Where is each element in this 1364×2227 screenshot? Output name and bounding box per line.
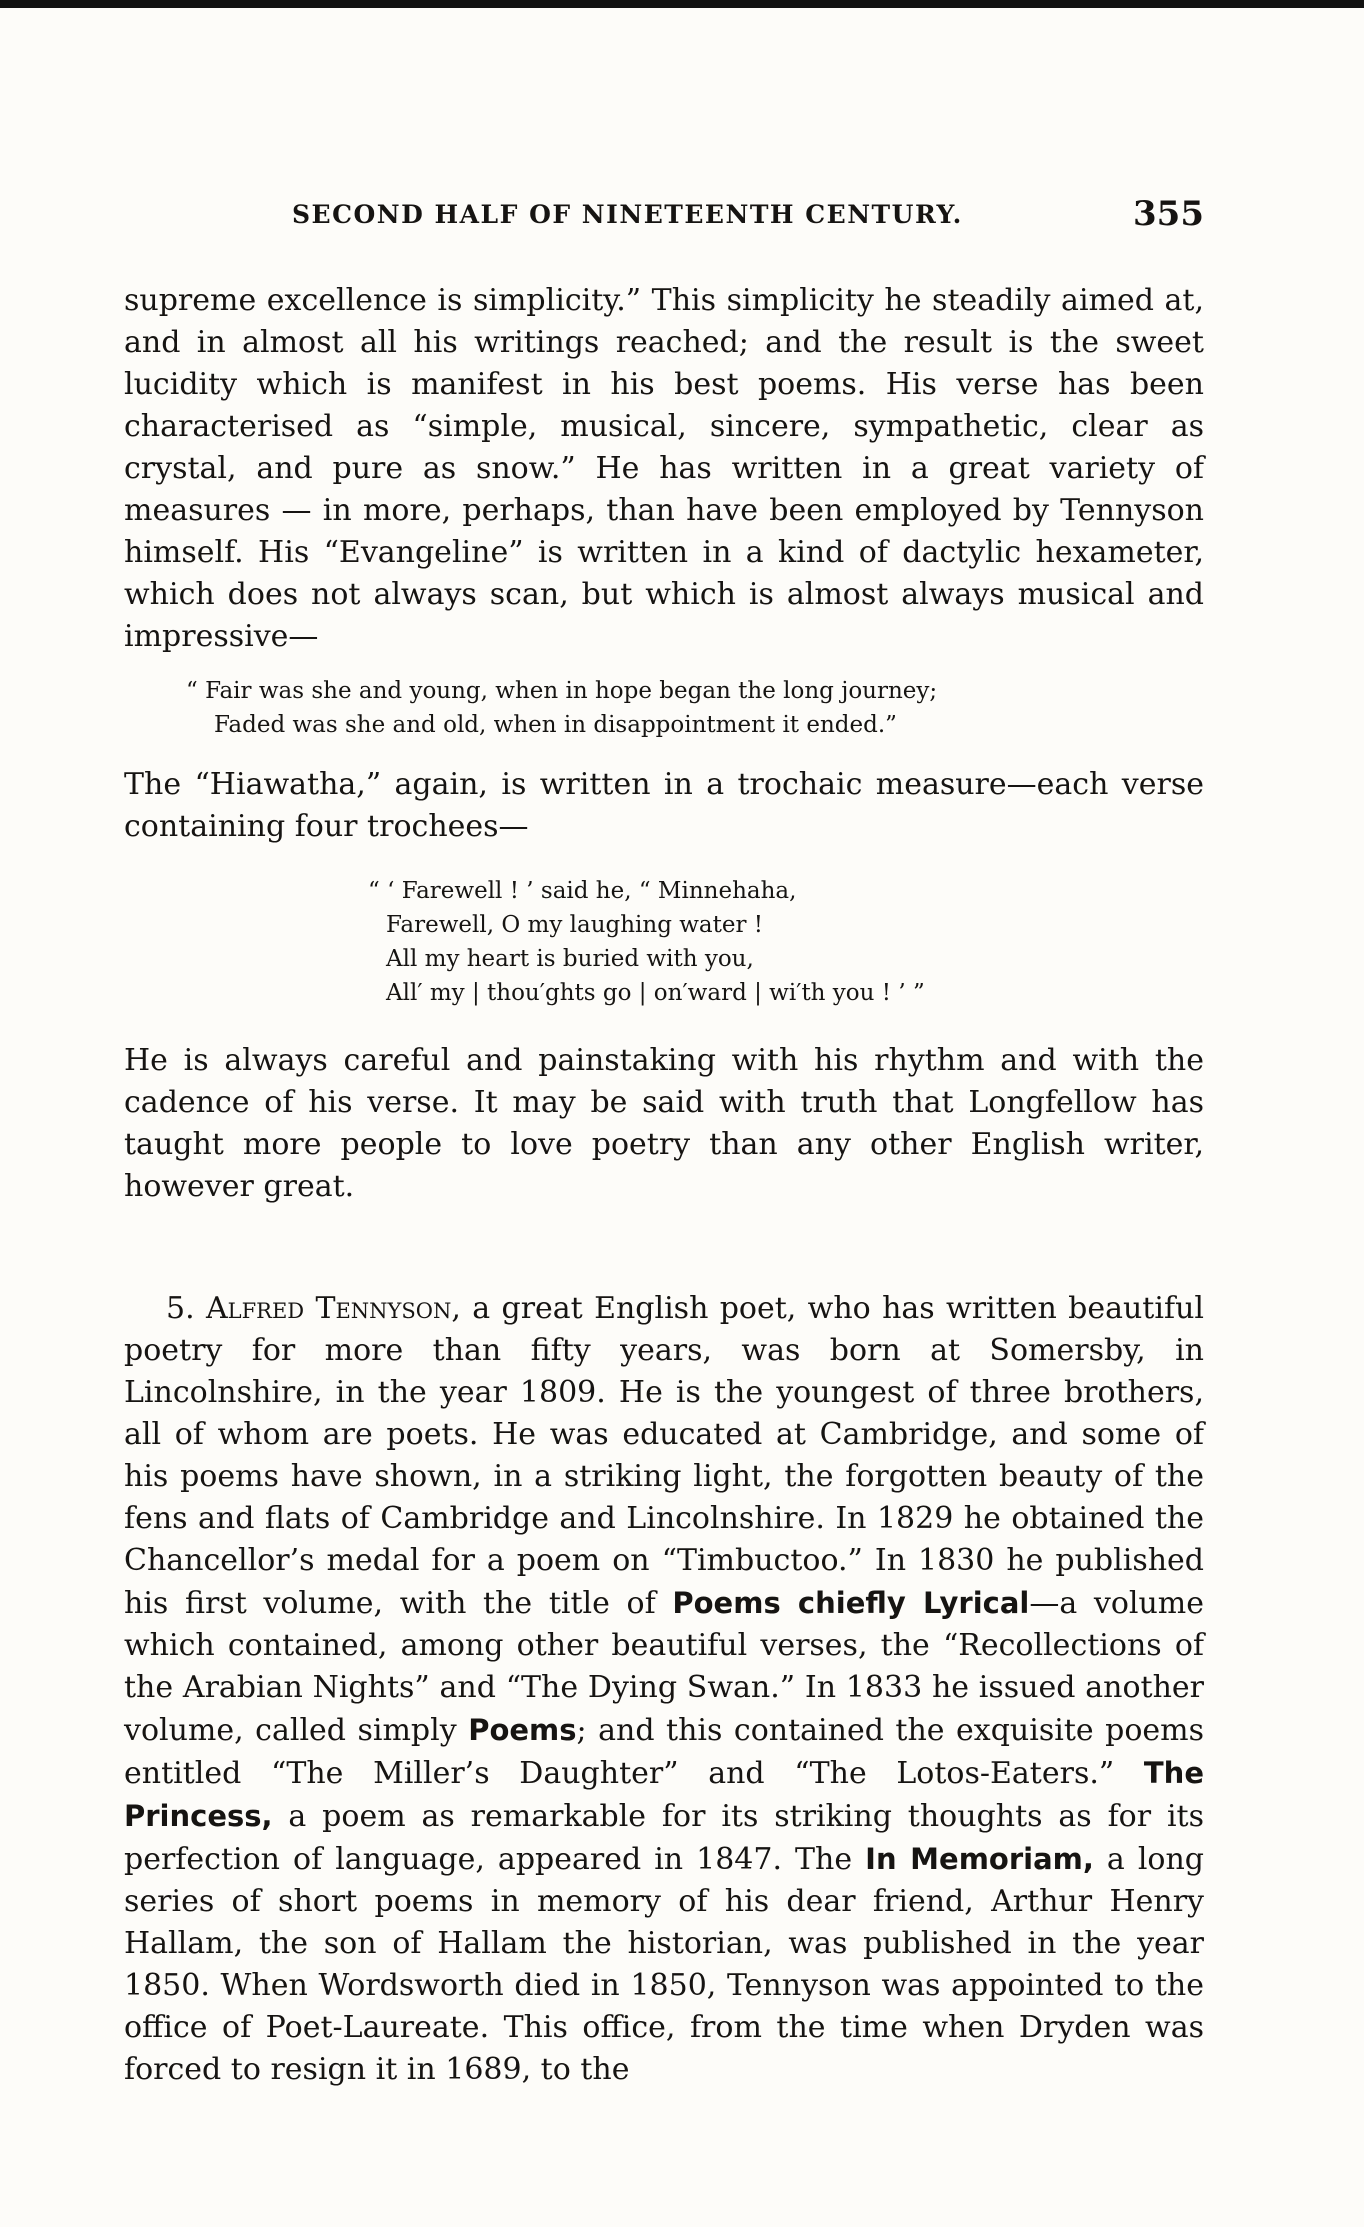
section-number: 5. <box>166 1291 195 1326</box>
work-title: Poems chiefly Lyrical <box>672 1586 1030 1620</box>
text-run: ; and this contained the exquisite poems entitled “The Miller’s Daughter” and “The Lotos-Eaters.” <box>124 1713 1204 1791</box>
paragraph-hiawatha: The “Hiawatha,” again, is written in a trochaic measure—each verse containing four trochees— <box>124 767 1204 844</box>
text-run: a long series of short poems in memory of his dear friend, Arthur Henry Hallam, the son of Hallam the historian, was published in the year 1850. When Wordsworth died in 1850, Tennyson was appointed to the office of Poet-Laureate. This office, from the time when Dryden was forced to resign it in 1689, to the <box>124 1842 1205 2087</box>
verse-line: Farewell, O my laughing water ! <box>386 912 764 938</box>
text-run: a poem as remarkable for its striking thoughts as for its perfection of language, appeared in 1847. The <box>124 1799 1204 1877</box>
verse-line: All′ my | thou′ghts go | on′ward | wi′th you ! ’ ” <box>386 980 925 1006</box>
poet-name: Alfred Tennyson, <box>205 1291 461 1326</box>
paragraph-longfellow-rhythm: He is always careful and painstaking with his rhythm and with the cadence of his verse. It may be said with truth that Longfellow has taught more people to love poetry than any other English writer, however great. <box>124 1043 1204 1204</box>
verse-hiawatha <box>368 874 925 1010</box>
verse-line: “ Fair was she and young, when in hope began the long journey; <box>186 678 938 704</box>
work-title: Poems <box>468 1713 577 1747</box>
paragraph-tennyson <box>124 1288 1204 2091</box>
work-title: In Memoriam, <box>865 1842 1094 1876</box>
running-head: SECOND HALF OF NINETEENTH CENTURY. <box>292 200 963 229</box>
page-header <box>124 194 1204 238</box>
text-run: a great English poet, who has written beautiful poetry for more than fifty years, was born at Somersby, in Lincolnshire, in the year 1809. He is the youngest of three brothers, all of whom are poets. He was educated at Cambridge, and some of his poems have shown, in a striking light, the forgotten beauty of the fens and flats of Cambridge and Lincolnshire. In 1829 he obtained the Chancellor’s medal for a poem on “Timbuctoo.” In 1830 he published his first volume, with the title of <box>124 1291 1204 1621</box>
verse-line: All my heart is buried with you, <box>386 946 754 972</box>
verse-line: Faded was she and old, when in disappointment it ended.” <box>214 712 897 738</box>
work-title: The Princess, <box>124 1756 1204 1833</box>
paragraph-simplicity: supreme excellence is simplicity.” This simplicity he steadily aimed at, and in almost all his writings reached; and the result is the sweet lucidity which is manifest in his best poems. His verse has been characterised as “simple, musical, sincere, sympathetic, clear as crystal, and pure as snow.” He has written in a great variety of measures — in more, perhaps, than have been employed by Tennyson himself. His “Evangeline” is written in a kind of dactylic hexameter, which does not always scan, but which is almost always musical and impressive— <box>124 283 1204 654</box>
verse-line: “ ‘ Farewell ! ’ said he, “ Minnehaha, <box>368 878 797 904</box>
page-number: 355 <box>1133 194 1204 234</box>
verse-evangeline <box>186 674 937 742</box>
book-page <box>124 0 1204 2227</box>
text-run: —a volume which contained, among other beautiful verses, the “Recollections of the Arabian Nights” and “The Dying Swan.” In 1833 he issued another volume, called simply <box>124 1586 1205 1748</box>
